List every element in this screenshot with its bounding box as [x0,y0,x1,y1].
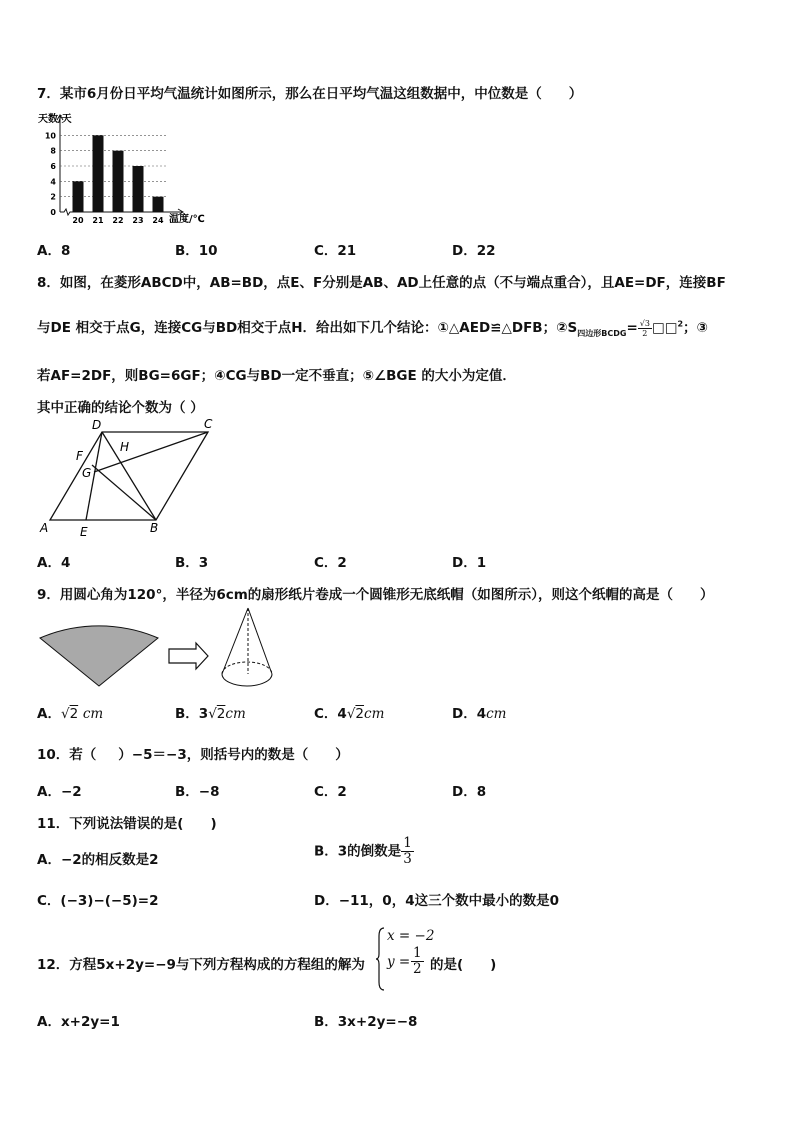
q7-option-c[interactable]: C．21 [314,243,357,259]
q8-stem-line1: 8．如图，在菱形ABCD中，AB=BD，点E、F分别是AB、AD上任意的点（不与端点重合），且AE=DF，连接BF [37,275,726,291]
q7-bar [133,166,144,212]
q7-y-tick-label: 8 [50,146,56,156]
q8-option-d[interactable]: D．1 [452,555,487,571]
q10-option-a[interactable]: A．−2 [37,784,82,800]
q7-xlabel: 温度/℃ [169,214,205,225]
q7-y-tick-label: 6 [50,162,56,171]
q8-option-b[interactable]: B．3 [175,555,209,571]
q8-option-a[interactable]: A．4 [37,555,71,571]
q12-option-b[interactable]: B．3x+2y=−8 [314,1014,418,1030]
q9-option-c[interactable]: C．4√2cm [314,706,385,722]
q7-bar [73,181,84,212]
q7-x-tick-label: 21 [92,216,104,225]
q7-x-tick-label: 20 [72,216,84,225]
q8-stem-line2: 与DE 相交于点G，连接CG与BD相交于点H．给出如下几个结论：①△AED≌△DFB；$②S_{四边形BCDG}=$ $\frac{√3}{2}$ □□$^2$；③ [37,318,708,338]
q8-option-c[interactable]: C．2 [314,555,347,571]
q9-option-d[interactable]: D．4cm [452,706,507,722]
q7-x-tick-label: 23 [132,216,144,225]
q9-sector-cone-figure [36,606,286,692]
q7-bar [153,197,164,212]
label-G: G [82,466,92,480]
q7-x-tick-label: 22 [112,216,124,225]
q8-rhombus-figure [36,414,226,538]
q10-option-d[interactable]: D．8 [452,784,487,800]
q12-stem: 12．方程5x+2y=−9与下列方程构成的方程组的解为 [37,957,365,973]
q11-option-b[interactable]: B．3的倒数是 $\frac{1}{3}$ [314,835,412,867]
q12-option-a[interactable]: A．x+2y=1 [37,1014,120,1030]
label-E: E [80,525,88,538]
q9-option-b[interactable]: B．3√2cm [175,706,246,722]
q7-option-a[interactable]: A．8 [37,243,71,259]
q7-bar [93,135,104,212]
q7-option-d[interactable]: D．22 [452,243,496,259]
q8-stem-line3: 若AF=2DF，则BG=6GF；④CG与BD一定不垂直；⑤∠BGE 的大小为定值． [37,368,516,384]
q11-stem: 11．下列说法错误的是( ) [37,816,217,832]
q7-y-tick-label: 0 [50,208,56,217]
q7-option-b[interactable]: B．10 [175,243,218,259]
q7-y-tick-label: 2 [50,192,56,202]
q8-stem-line4: 其中正确的结论个数为（ ） [37,400,204,416]
q9-stem: 9．用圆心角为120°，半径为6cm的扇形纸片卷成一个圆锥形无底纸帽（如图所示），则这个纸帽的高是（ ） [37,587,714,603]
label-B: B [150,521,159,535]
q7-y-tick-label: 4 [50,177,56,187]
q11-option-a[interactable]: A．−2的相反数是2 [37,852,159,868]
q7-bar-chart [36,110,206,228]
label-C: C [204,417,213,431]
q7-x-tick-label: 24 [152,216,164,225]
q10-option-b[interactable]: B．−8 [175,784,220,800]
q11-option-c[interactable]: C．(−3)−(−5)=2 [37,893,159,909]
label-F: F [76,449,83,463]
q7-bar [113,151,124,212]
q7-y-tick-label: 10 [44,131,56,141]
q11-option-d[interactable]: D．−11，0，4这三个数中最小的数是0 [314,893,559,909]
q9-option-a[interactable]: A．√2 cm [37,706,104,722]
label-A: A [40,521,49,535]
label-H: H [120,440,130,454]
q10-stem: 10．若（ ）−5＝−3，则括号内的数是（ ） [37,747,349,763]
q7-stem: 7．某市6月份日平均气温统计如图所示，那么在日平均气温这组数据中，中位数是（ ） [37,86,583,102]
q7-ylabel: 天数/天 [38,114,72,125]
q10-option-c[interactable]: C．2 [314,784,347,800]
label-D: D [92,418,102,432]
q12-equation-system: x = −2 y = $\frac{1}{2}$ [375,926,427,992]
q12-stem-tail: 的是( ) [430,957,497,973]
